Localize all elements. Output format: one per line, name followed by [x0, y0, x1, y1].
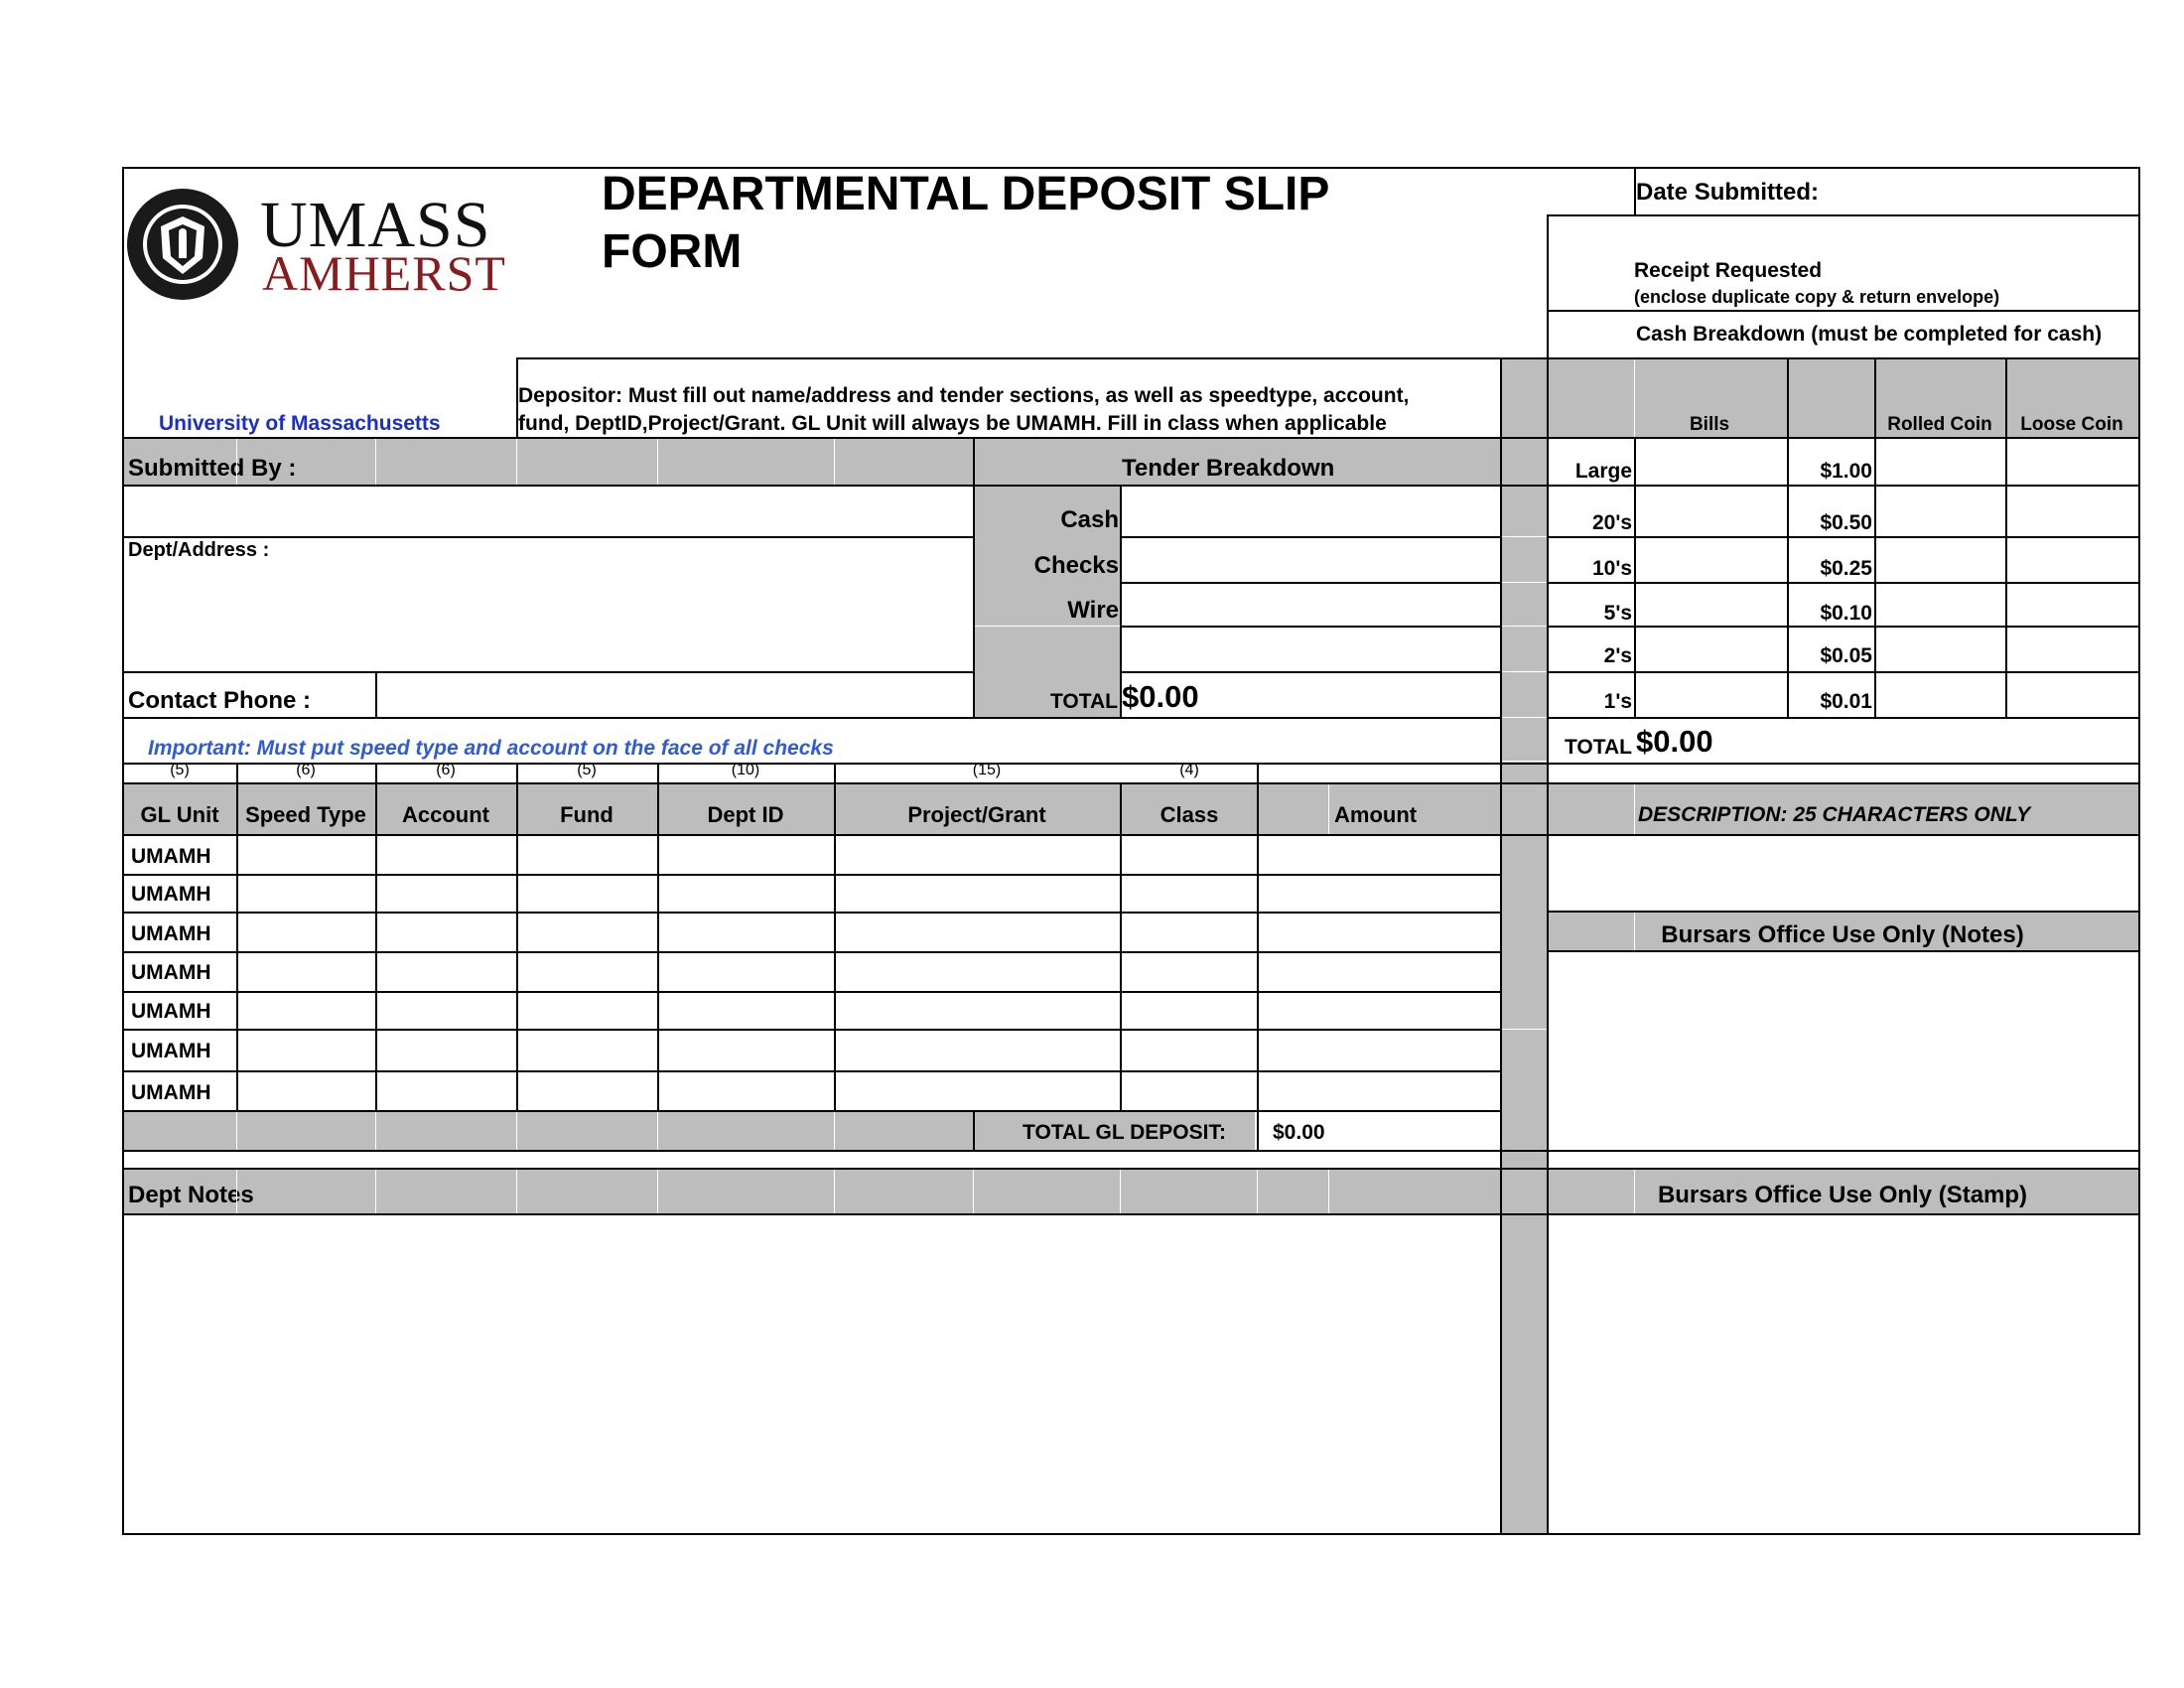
hdr-class: Class	[1160, 802, 1219, 827]
logo-amherst: AMHERST	[262, 245, 506, 301]
coin-0-10: $0.10	[1820, 602, 1872, 625]
gl-row-6-unit: UMAMH	[131, 1040, 211, 1062]
gl-row-3-unit: UMAMH	[131, 922, 211, 945]
important-note: Important: Must put speed type and account on the face of all checks	[148, 737, 834, 760]
contact-phone-label: Contact Phone :	[128, 687, 311, 714]
tender-cash-input[interactable]	[1122, 487, 1499, 536]
gl-row-1-unit: UMAMH	[131, 845, 211, 868]
hdr-speed-type: Speed Type	[245, 802, 366, 827]
dept-address-label: Dept/Address :	[128, 539, 270, 561]
hdr-fund: Fund	[560, 802, 614, 827]
len-dept-id: (10)	[731, 762, 760, 778]
rolled-coin-label: Rolled Coin	[1887, 414, 1992, 435]
bill-20-label: 20's	[1591, 511, 1632, 534]
tender-cash-label: Cash	[1060, 506, 1119, 533]
tender-wire-input[interactable]	[1122, 584, 1499, 626]
bill-5-label: 5's	[1603, 602, 1632, 625]
bill-10-label: 10's	[1591, 557, 1632, 580]
university-name: University of Massachusetts	[159, 412, 441, 435]
len-account: (6)	[436, 762, 456, 778]
tender-checks-input[interactable]	[1122, 538, 1499, 582]
receipt-requested-label: Receipt Requested	[1634, 259, 1823, 282]
len-speed-type: (6)	[296, 762, 316, 778]
contact-phone-input[interactable]	[375, 673, 973, 717]
cash-total-value: $0.00	[1636, 724, 1713, 759]
tender-total-label: TOTAL	[1049, 690, 1118, 713]
depositor-instructions-1: Depositor: Must fill out name/address and tender sections, as well as speedtype, account,	[518, 384, 1410, 407]
description-input[interactable]	[1547, 836, 2138, 910]
coin-0-01: $0.01	[1820, 690, 1872, 713]
tender-total-value: $0.00	[1122, 679, 1199, 714]
hdr-gl-unit: GL Unit	[140, 802, 219, 827]
total-gl-label: TOTAL GL DEPOSIT:	[1023, 1121, 1226, 1144]
submitted-by-input[interactable]	[123, 487, 973, 534]
hdr-account: Account	[402, 802, 489, 827]
len-class: (4)	[1179, 762, 1199, 778]
tender-checks-label: Checks	[1033, 552, 1119, 579]
page-title: DEPARTMENTAL DEPOSIT SLIP	[602, 168, 1330, 220]
coin-0-05: $0.05	[1820, 644, 1872, 667]
len-project: (15)	[972, 762, 1002, 778]
dept-notes-input[interactable]	[123, 1215, 1499, 1531]
gl-row-7-unit: UMAMH	[131, 1081, 211, 1104]
cash-total-label: TOTAL	[1564, 736, 1632, 759]
gl-row-4-unit: UMAMH	[131, 961, 211, 984]
dept-notes-heading: Dept Notes	[128, 1182, 254, 1208]
len-gl-unit: (5)	[170, 762, 190, 778]
umass-seal-icon	[125, 187, 240, 302]
coin-0-25: $0.25	[1820, 557, 1872, 580]
divider-column	[1500, 357, 1547, 1533]
bill-1-label: 1's	[1603, 690, 1632, 713]
bursar-stamp-heading: Bursars Office Use Only (Stamp)	[1657, 1182, 2028, 1208]
gl-row-2-unit: UMAMH	[131, 883, 211, 906]
page-title-line2: FORM	[602, 225, 743, 278]
receipt-note: (enclose duplicate copy & return envelope)	[1634, 287, 2000, 307]
bursar-notes-heading: Bursars Office Use Only (Notes)	[1661, 921, 2024, 948]
tender-heading: Tender Breakdown	[1122, 455, 1335, 482]
hdr-dept-id: Dept ID	[707, 802, 784, 827]
hdr-amount: Amount	[1334, 802, 1418, 827]
bills-label: Bills	[1689, 414, 1730, 435]
gl-row-5-unit: UMAMH	[131, 1000, 211, 1023]
coin-1-00: $1.00	[1820, 460, 1872, 483]
dept-address-input[interactable]	[123, 536, 973, 671]
depositor-instructions-2: fund, DeptID,Project/Grant. GL Unit will always be UMAMH. Fill in class when applicable	[518, 412, 1387, 435]
coin-0-50: $0.50	[1820, 511, 1872, 534]
date-submitted-label: Date Submitted:	[1636, 179, 1820, 206]
cash-breakdown-title: Cash Breakdown (must be completed for cash)	[1636, 323, 2103, 346]
submitted-by-label: Submitted By :	[128, 455, 297, 482]
tender-wire-label: Wire	[1067, 597, 1119, 624]
description-heading: DESCRIPTION: 25 CHARACTERS ONLY	[1638, 803, 2031, 826]
total-gl-value: $0.00	[1273, 1121, 1325, 1144]
len-fund: (5)	[577, 762, 597, 778]
bill-large-label: Large	[1574, 460, 1632, 483]
hdr-project: Project/Grant	[907, 802, 1046, 827]
logo-umass: UMASS	[260, 189, 491, 261]
bill-2-label: 2's	[1603, 644, 1632, 667]
loose-coin-label: Loose Coin	[2020, 414, 2123, 435]
